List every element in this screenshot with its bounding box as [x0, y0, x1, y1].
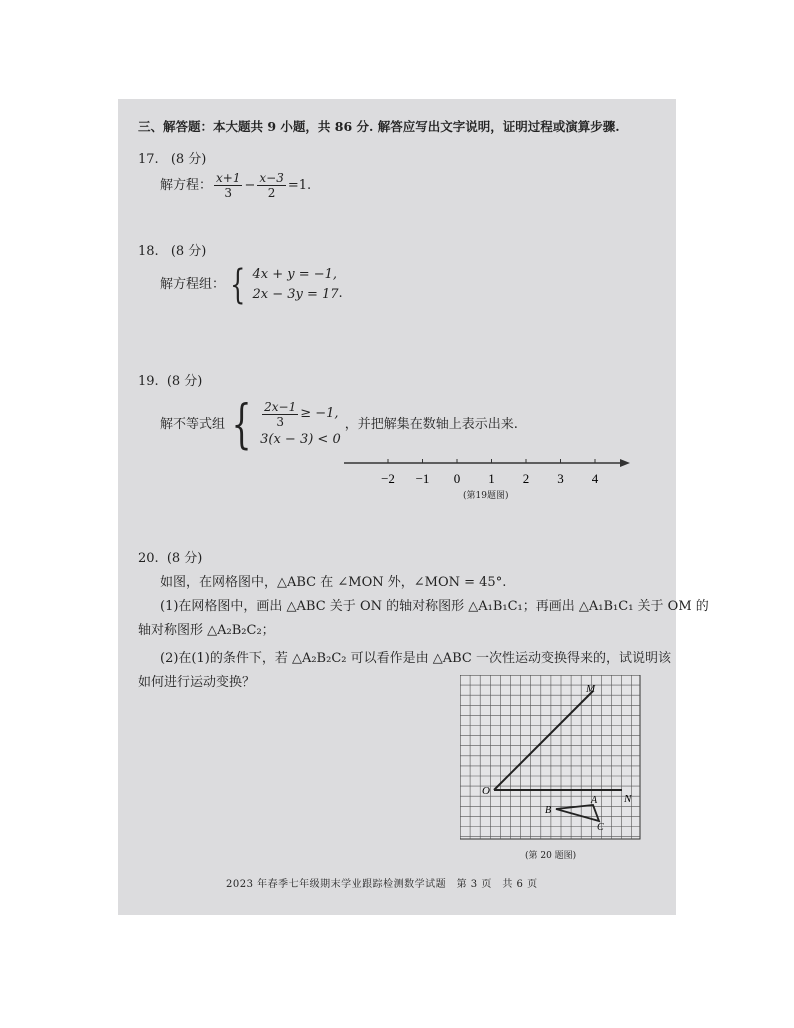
number-line-tick-label: −2 [381, 471, 395, 486]
q20-caption: (第 20 题图) [525, 851, 577, 861]
q18-prompt: 解方程组： [160, 277, 226, 292]
label-m: M [586, 683, 596, 695]
q17-fraction-2: $\frac{x-3}{2}$ [259, 171, 284, 200]
number-line-tick-label: 1 [488, 471, 495, 486]
q17-minus: − [244, 177, 256, 193]
number-line-tick-label: 3 [557, 471, 564, 486]
q18-number: 18. [138, 244, 159, 259]
label-b: B [545, 805, 552, 816]
q18-equation-system [225, 262, 339, 308]
label-c: C [597, 822, 604, 833]
exam-page [118, 99, 709, 915]
label-a: A [591, 795, 598, 806]
q17-header [138, 151, 206, 169]
q18-points: (8 分) [170, 244, 207, 259]
q19-ineq1-rest: ≥ −1, [300, 406, 339, 421]
q20-line1: 如图，在网格图中，△ABC 在 ∠MON 外，∠MON = 45°. [160, 575, 507, 590]
q18-end: . [338, 286, 343, 301]
q17-points: (8 分) [170, 152, 207, 167]
q19-number: 19. [138, 374, 159, 389]
q18-header [138, 243, 206, 261]
q19-prompt: 解不等式组 [160, 417, 226, 432]
q19-fraction: $\frac{2x-1}{3}$ [264, 399, 297, 429]
q17-number: 17. [138, 152, 159, 167]
number-line-tick-label: 0 [453, 471, 461, 486]
number-line-tick-label: 4 [591, 471, 599, 486]
section-title: 三、解答题：本大题共 9 小题，共 86 分. 解答应写出文字说明，证明过程或演算步骤. [138, 119, 620, 134]
number-line-tick-label: 2 [522, 471, 530, 486]
q20-line5: 如何进行运动变换？ [138, 675, 256, 690]
q20-line2: (1)在网格图中，画出 △ABC 关于 ON 的轴对称图形 △A₁B₁C₁；再画出 △A₁B₁C₁ 关于 OM 的 [160, 599, 709, 614]
page-footer: 2023 年春季七年级期末学业跟踪检测数学试题 第 3 页 共 6 页 [226, 879, 538, 890]
q19-header [138, 373, 202, 391]
q19-caption: (第19题图) [463, 491, 509, 501]
label-o: O [482, 785, 490, 797]
q20-number: 20. [138, 551, 159, 566]
q18-eq2: 2x − 3y = 17 [252, 287, 339, 302]
q19-brace: { [231, 395, 252, 455]
q19-brace-system [225, 395, 341, 455]
q18-brace: { [230, 262, 246, 308]
number-line-tick-label: −1 [415, 471, 430, 486]
number-line-arrow [620, 459, 630, 467]
q18-eq1: 4x + y = −1, [252, 267, 338, 282]
q20-grid-figure [460, 675, 642, 841]
q19-ineq2: 3(x − 3) < 0 [260, 431, 341, 447]
label-n: N [624, 793, 632, 805]
q17-rhs: =1. [287, 177, 312, 193]
q20-points: (8 分) [166, 551, 203, 566]
q17-equation [160, 171, 311, 200]
q20-line4: (2)在(1)的条件下，若 △A₂B₂C₂ 可以看作是由 △ABC 一次性运动变换得来的，试说明该 [160, 651, 672, 666]
q17-prompt: 解方程： [160, 177, 213, 193]
q19-suffix: ，并把解集在数轴上表示出来. [344, 417, 518, 432]
q19-points: (8 分) [166, 374, 203, 389]
q20-header [138, 550, 202, 568]
q18-system [160, 262, 343, 308]
q19-inequality-system [160, 395, 518, 455]
q20-line3: 轴对称图形 △A₂B₂C₂； [138, 623, 275, 638]
q17-fraction-1: $\frac{x+1}{3}$ [216, 171, 241, 200]
